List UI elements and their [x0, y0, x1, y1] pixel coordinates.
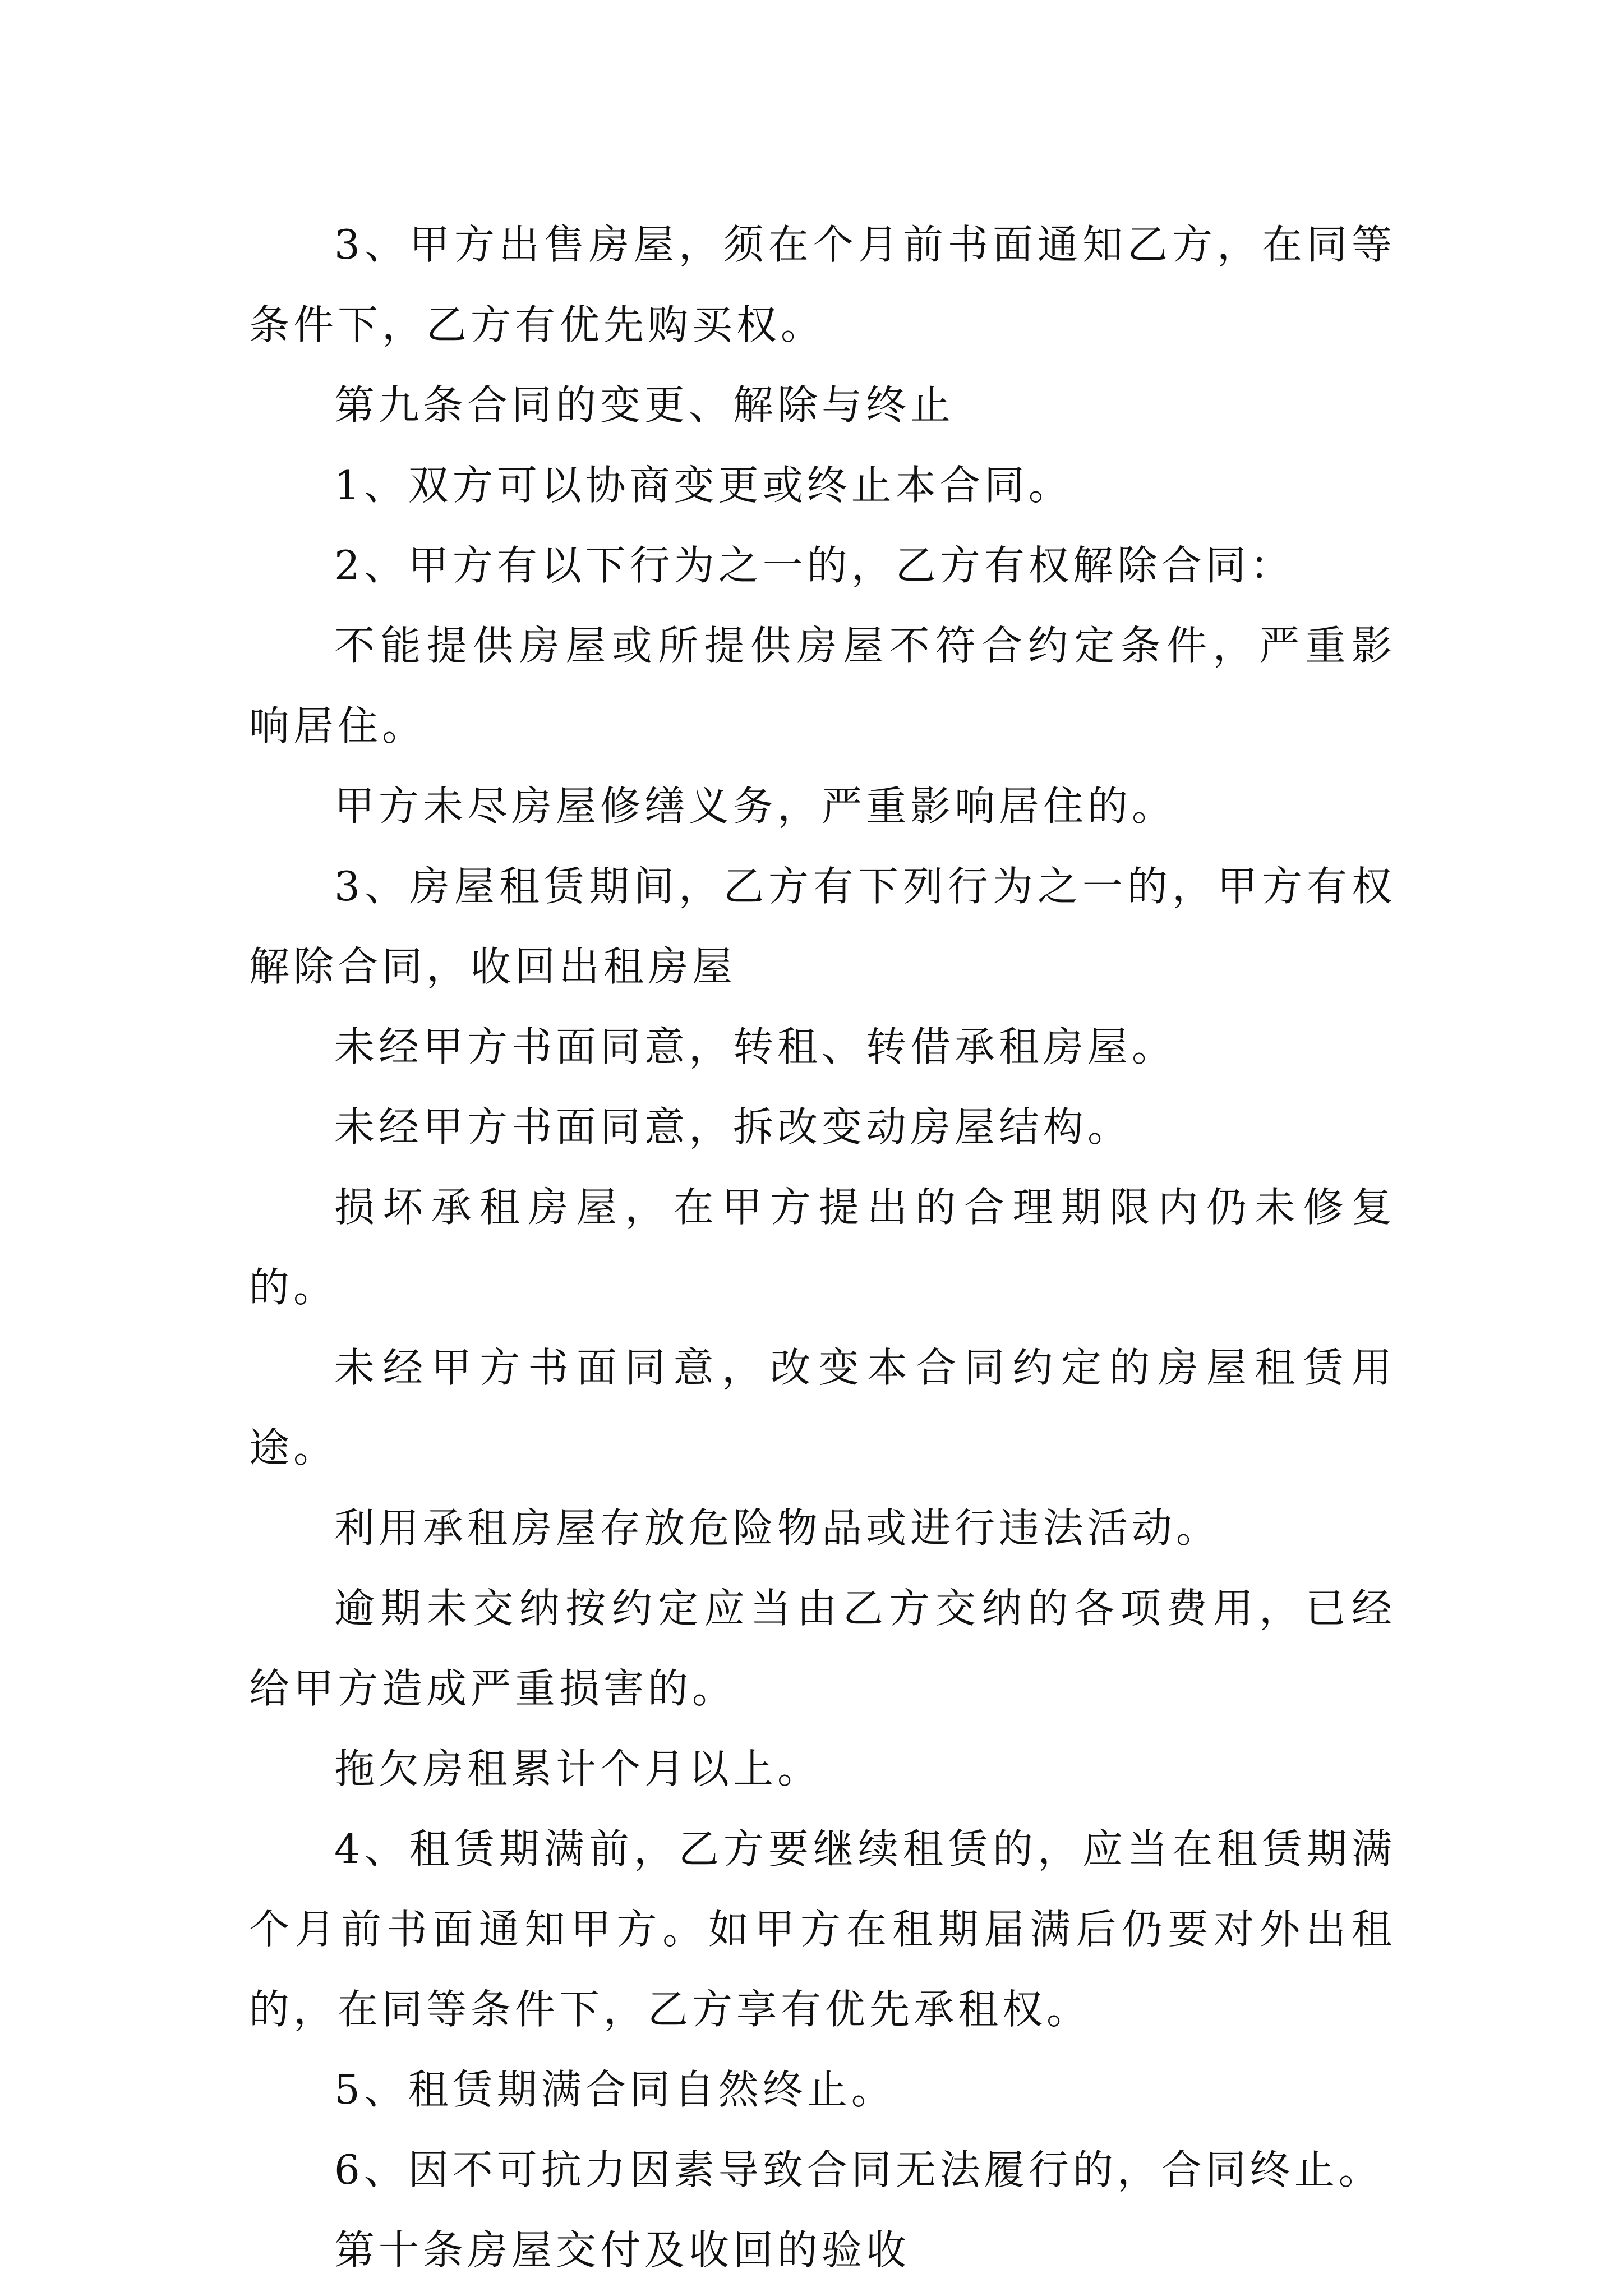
paragraph-clause-9-2-item-1: 不能提供房屋或所提供房屋不符合约定条件，严重影响居住。 — [249, 622, 1396, 749]
paragraph-clause-9-4: 4、租赁期满前，乙方要继续租赁的，应当在租赁期满个月前书面通知甲方。如甲方在租期届满后仍要对外出租的，在同等条件下，乙方享有优先承租权。 — [249, 1825, 1396, 2033]
paragraph-clause-9-1: 1、双方可以协商变更或终止本合同。 — [334, 462, 1073, 509]
heading-article-9: 第九条合同的变更、解除与终止 — [334, 381, 955, 429]
paragraph-clause-9-3: 3、房屋租赁期间，乙方有下列行为之一的，甲方有权解除合同，收回出租房屋 — [249, 863, 1396, 990]
paragraph-clause-9-3-item-5: 利用承租房屋存放危险物品或进行违法活动。 — [334, 1504, 1221, 1552]
paragraph-clause-9-3-item-6: 逾期未交纳按约定应当由乙方交纳的各项费用，已经给甲方造成严重损害的。 — [249, 1585, 1396, 1712]
document-body — [249, 205, 1396, 2290]
paragraph-clause-9-3-item-3: 损坏承租房屋，在甲方提出的合理期限内仍未修复的。 — [249, 1184, 1396, 1311]
paragraph-clause-9-5: 5、租赁期满合同自然终止。 — [334, 2066, 896, 2113]
paragraph-clause-8-3: 3、甲方出售房屋，须在个月前书面通知乙方，在同等条件下，乙方有优先购买权。 — [249, 221, 1396, 348]
paragraph-clause-9-2-item-2: 甲方未尽房屋修缮义务，严重影响居住的。 — [334, 783, 1177, 830]
paragraph-clause-9-2: 2、甲方有以下行为之一的，乙方有权解除合同： — [334, 542, 1294, 589]
heading-article-10: 第十条房屋交付及收回的验收 — [334, 2226, 911, 2274]
paragraph-clause-9-3-item-7: 拖欠房租累计个月以上。 — [334, 1745, 822, 1792]
paragraph-clause-9-6: 6、因不可抗力因素导致合同无法履行的，合同终止。 — [334, 2146, 1383, 2193]
paragraph-clause-9-3-item-4: 未经甲方书面同意，改变本合同约定的房屋租赁用途。 — [249, 1344, 1396, 1471]
paragraph-clause-9-3-item-1: 未经甲方书面同意，转租、转借承租房屋。 — [334, 1023, 1177, 1070]
paragraph-clause-9-3-item-2: 未经甲方书面同意，拆改变动房屋结构。 — [334, 1103, 1132, 1151]
